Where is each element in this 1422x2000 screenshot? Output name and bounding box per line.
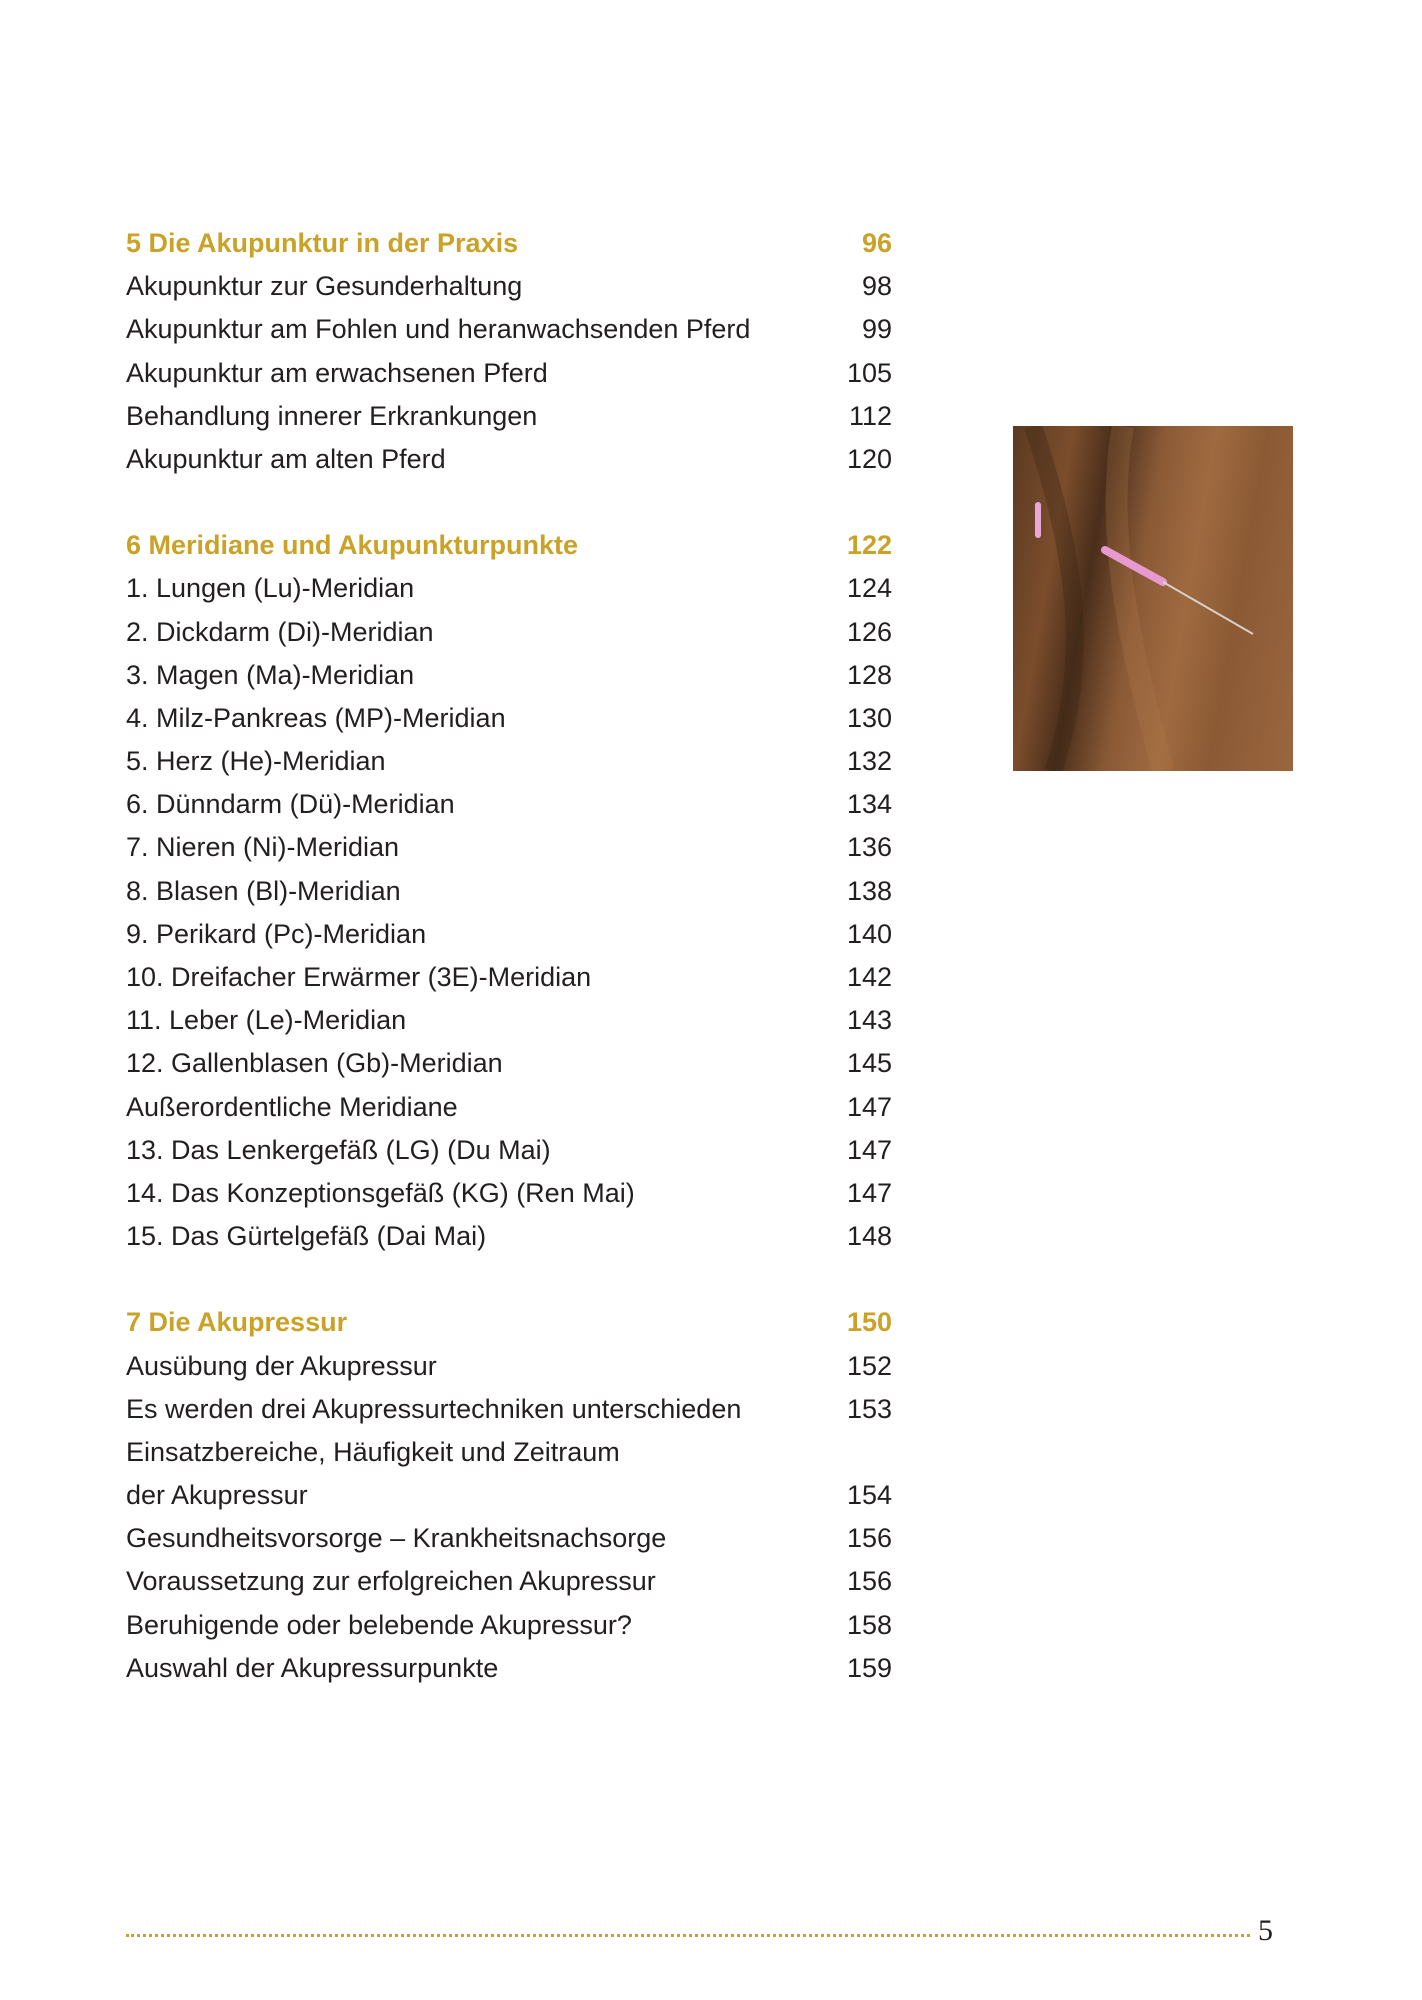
- toc-entry-page: 147: [846, 1134, 892, 1165]
- toc-entry-title: Einsatzbereiche, Häufigkeit und Zeitraum: [126, 1436, 620, 1467]
- toc-entry-page: 156: [846, 1566, 892, 1597]
- toc-entry-title: Ausübung der Akupressur: [126, 1350, 437, 1381]
- toc-entry[interactable]: [126, 697, 892, 740]
- toc-entry-title: 1. Lungen (Lu)-Meridian: [126, 573, 415, 604]
- toc-entry[interactable]: [126, 438, 892, 481]
- needle-handle-small-icon: [1035, 502, 1041, 538]
- toc-heading-title: 6 Meridiane und Akupunkturpunkte: [126, 530, 579, 561]
- toc-entry-page: 140: [846, 918, 892, 949]
- needle-shaft-icon: [1163, 582, 1253, 634]
- toc-entry-title: 15. Das Gürtelgefäß (Dai Mai): [126, 1221, 487, 1252]
- toc-entry-page: 99: [861, 314, 892, 345]
- toc-entry-page: 128: [846, 659, 892, 690]
- toc-entry[interactable]: [126, 740, 892, 783]
- toc-entry-title: 14. Das Konzeptionsgefäß (KG) (Ren Mai): [126, 1177, 635, 1208]
- toc-entry-page: 153: [846, 1393, 892, 1424]
- toc-heading-page: 150: [846, 1307, 892, 1338]
- toc-entry-title: Akupunktur am Fohlen und heranwachsenden Pferd: [126, 314, 751, 345]
- toc-entry-title: Voraussetzung zur erfolgreichen Akupressur: [126, 1566, 656, 1597]
- acupuncture-photo: [1013, 426, 1293, 771]
- toc-entry-title: Es werden drei Akupressurtechniken unterschieden: [126, 1393, 742, 1424]
- toc-entry[interactable]: [126, 826, 892, 869]
- toc-entry-page: 138: [846, 875, 892, 906]
- toc-entry[interactable]: [126, 1560, 892, 1603]
- toc-section-7: [126, 1301, 892, 1690]
- toc-entry-page: 142: [846, 962, 892, 992]
- toc-entry-title: 7. Nieren (Ni)-Meridian: [126, 832, 400, 863]
- toc-entry[interactable]: [126, 1129, 892, 1172]
- toc-entry-title: Akupunktur am alten Pferd: [126, 443, 446, 474]
- toc-entry-title: 5. Herz (He)-Meridian: [126, 746, 386, 777]
- toc-heading-title: 5 Die Akupunktur in der Praxis: [126, 228, 519, 258]
- toc-entry-title: 6. Dünndarm (Dü)-Meridian: [126, 789, 455, 820]
- toc-entry[interactable]: [126, 913, 892, 956]
- toc-entry[interactable]: [126, 308, 892, 351]
- toc-entry-page: 158: [846, 1609, 892, 1640]
- toc-entry-title: Gesundheitsvorsorge – Krankheitsnachsorge: [126, 1523, 667, 1554]
- toc-entry-title: Beruhigende oder belebende Akupressur?: [126, 1609, 632, 1640]
- toc-entry-title: 8. Blasen (Bl)-Meridian: [126, 875, 401, 906]
- toc-entry-page: 143: [846, 1005, 892, 1036]
- toc-entry-page: 152: [846, 1350, 892, 1381]
- toc-entry-title: 3. Magen (Ma)-Meridian: [126, 659, 415, 690]
- toc-heading-page: 96: [861, 228, 892, 258]
- toc-entry-title: Akupunktur am erwachsenen Pferd: [126, 357, 548, 388]
- toc-heading[interactable]: [126, 222, 892, 265]
- toc-entry[interactable]: [126, 1647, 892, 1690]
- toc-entry[interactable]: [126, 1431, 892, 1474]
- toc-entry-page: 130: [846, 702, 892, 733]
- toc-entry[interactable]: [126, 1388, 892, 1431]
- toc-entry[interactable]: [126, 1086, 892, 1129]
- toc-entry[interactable]: [126, 567, 892, 610]
- toc-entry[interactable]: [126, 1215, 892, 1258]
- toc-entry-page: 132: [846, 746, 892, 777]
- toc-entry[interactable]: [126, 1517, 892, 1560]
- toc-entry[interactable]: [126, 870, 892, 913]
- toc-entry-page: 134: [846, 789, 892, 820]
- toc-entry[interactable]: [126, 654, 892, 697]
- page-number: 5: [1258, 1914, 1273, 1947]
- toc-entry-title: 9. Perikard (Pc)-Meridian: [126, 918, 427, 949]
- toc-entry-page: 126: [846, 616, 892, 647]
- toc-entry-page: 145: [846, 1048, 892, 1079]
- toc-entry-title: 12. Gallenblasen (Gb)-Meridian: [126, 1048, 503, 1079]
- toc-entry-title: 10. Dreifacher Erwärmer (3E)-Meridian: [126, 962, 592, 992]
- toc-entry-page: 156: [846, 1523, 892, 1554]
- toc-entry[interactable]: [126, 1474, 892, 1517]
- toc-entry-page: 147: [846, 1177, 892, 1208]
- toc-entry[interactable]: [126, 1604, 892, 1647]
- toc-heading[interactable]: [126, 524, 892, 567]
- toc-entry-page: 148: [846, 1221, 892, 1252]
- toc-heading-page: 122: [846, 530, 892, 561]
- toc-entry-title: 4. Milz-Pankreas (MP)-Meridian: [126, 702, 506, 733]
- toc-entry-page: 154: [846, 1480, 892, 1511]
- toc-entry-page: 105: [846, 357, 892, 388]
- toc-entry[interactable]: [126, 352, 892, 395]
- toc-entry[interactable]: [126, 1042, 892, 1085]
- toc-entry[interactable]: [126, 783, 892, 826]
- table-of-contents: [126, 222, 892, 1733]
- toc-entry-title: Behandlung innerer Erkrankungen: [126, 400, 538, 431]
- toc-entry-title: Außerordentliche Meridiane: [126, 1091, 458, 1122]
- toc-entry-page: 159: [846, 1652, 892, 1683]
- toc-entry-title: der Akupressur: [126, 1480, 308, 1511]
- toc-entry-title: 13. Das Lenkergefäß (LG) (Du Mai): [126, 1134, 551, 1165]
- toc-entry[interactable]: [126, 999, 892, 1042]
- footer-divider: [126, 1934, 1250, 1937]
- toc-section-5: [126, 222, 892, 481]
- toc-entry-title: Auswahl der Akupressurpunkte: [126, 1652, 499, 1683]
- toc-entry[interactable]: [126, 265, 892, 308]
- toc-entry-title: 2. Dickdarm (Di)-Meridian: [126, 616, 434, 647]
- toc-section-6: [126, 524, 892, 1258]
- needle-illustration: [1013, 426, 1293, 771]
- toc-entry[interactable]: [126, 1172, 892, 1215]
- toc-entry-page: 147: [846, 1091, 892, 1122]
- toc-entry[interactable]: [126, 1345, 892, 1388]
- toc-entry-title: Akupunktur zur Gesunderhaltung: [126, 271, 523, 302]
- toc-entry[interactable]: [126, 611, 892, 654]
- toc-entry[interactable]: [126, 395, 892, 438]
- toc-heading[interactable]: [126, 1301, 892, 1344]
- toc-entry-page: 112: [848, 400, 892, 431]
- toc-entry[interactable]: [126, 956, 892, 999]
- toc-heading-title: 7 Die Akupressur: [126, 1307, 348, 1338]
- toc-entry-page: 120: [846, 443, 892, 474]
- toc-entry-title: 11. Leber (Le)-Meridian: [126, 1005, 407, 1036]
- toc-entry-page: 124: [846, 573, 892, 604]
- toc-entry-page: 136: [846, 832, 892, 863]
- toc-entry-page: 98: [861, 271, 892, 302]
